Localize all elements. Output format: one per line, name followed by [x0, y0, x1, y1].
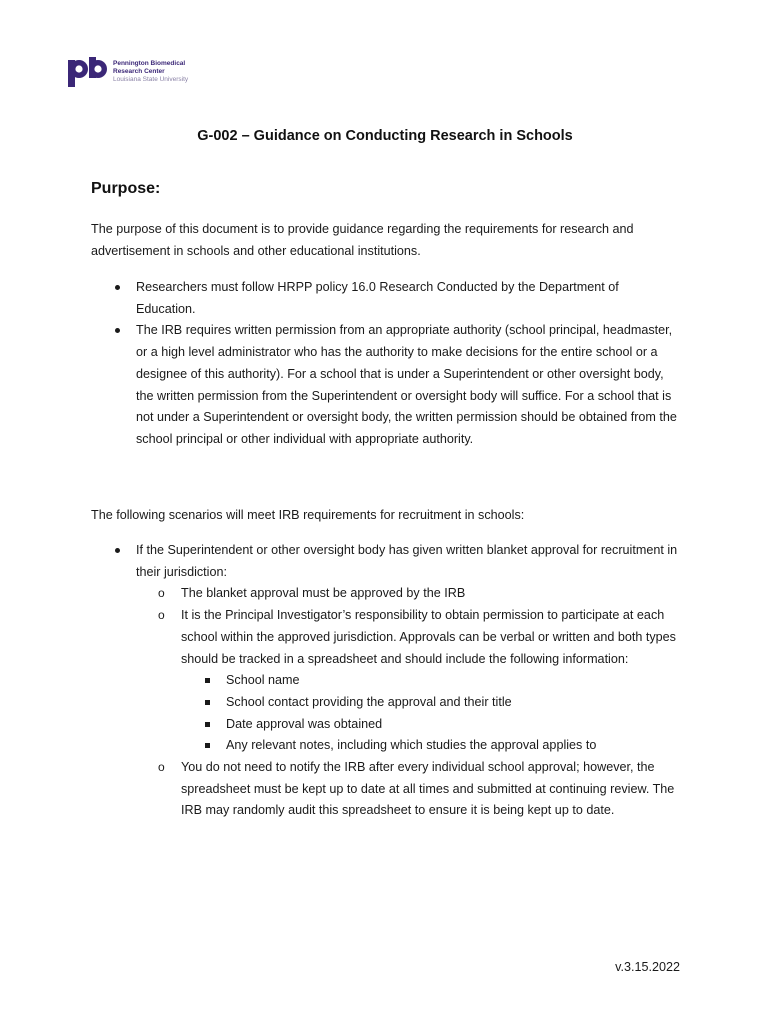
- scenarios-intro: The following scenarios will meet IRB requirements for recruitment in schools:: [91, 508, 525, 522]
- scenario-bullet-text: If the Superintendent or other oversight body has given written blanket approval for recruitment in their jurisdiction:: [136, 543, 678, 579]
- list-item: o The blanket approval must be approved by the IRB: [181, 583, 681, 605]
- purpose-intro: The purpose of this document is to provide guidance regarding the requirements for research and advertisement in schools and other educational institutions.: [91, 222, 634, 258]
- list-item: [136, 540, 681, 822]
- list-item: School name: [226, 670, 681, 692]
- purpose-heading: Purpose:: [91, 180, 161, 197]
- scenario-sub-list: [136, 583, 681, 822]
- list-item: School contact providing the approval and their title: [226, 692, 681, 714]
- list-item: Date approval was obtained: [226, 714, 681, 736]
- sub-item-text: It is the Principal Investigator’s responsibility to obtain permission to participate at each school within the approved jurisdiction. Approvals can be verbal or written and both types should be tracked in a spreadsheet and should include the following information:: [181, 608, 676, 666]
- logo-line-1: Pennington Biomedical: [113, 60, 186, 67]
- pennington-logo: [67, 56, 188, 88]
- list-item: Any relevant notes, including which studies the approval applies to: [226, 735, 681, 757]
- info-list: [181, 670, 681, 757]
- list-item: The IRB requires written permission from an appropriate authority (school principal, headmaster, or a high level administrator who has the authority to make decisions for the entire school or a designee of this authority). For a school that is under a Superintendent or other oversight body, the written permission from the Superintendent or oversight body will suffice. For a school that is not under a Superintendent or oversight body, the written permission should be obtained from the school principal or other individual with appropriate authority.: [136, 320, 681, 450]
- logo-line-2: Research Center: [113, 68, 165, 75]
- purpose-bullet-list: [136, 277, 681, 451]
- list-item: o You do not need to notify the IRB after every individual school approval; however, the spreadsheet must be kept up to date at all times and submitted at continuing review. The IRB may randomly audit this spreadsheet to ensure it is being kept up to date.: [181, 757, 681, 822]
- pb-logo-mark: [67, 56, 109, 88]
- list-item: [181, 605, 681, 757]
- document-title: G-002 – Guidance on Conducting Research in Schools: [197, 128, 573, 144]
- scenarios-bullet-list: [136, 540, 681, 822]
- logo-line-3: Louisiana State University: [113, 76, 189, 83]
- version-label: v.3.15.2022: [615, 960, 680, 974]
- list-item: Researchers must follow HRPP policy 16.0 Research Conducted by the Department of Education.: [136, 277, 681, 320]
